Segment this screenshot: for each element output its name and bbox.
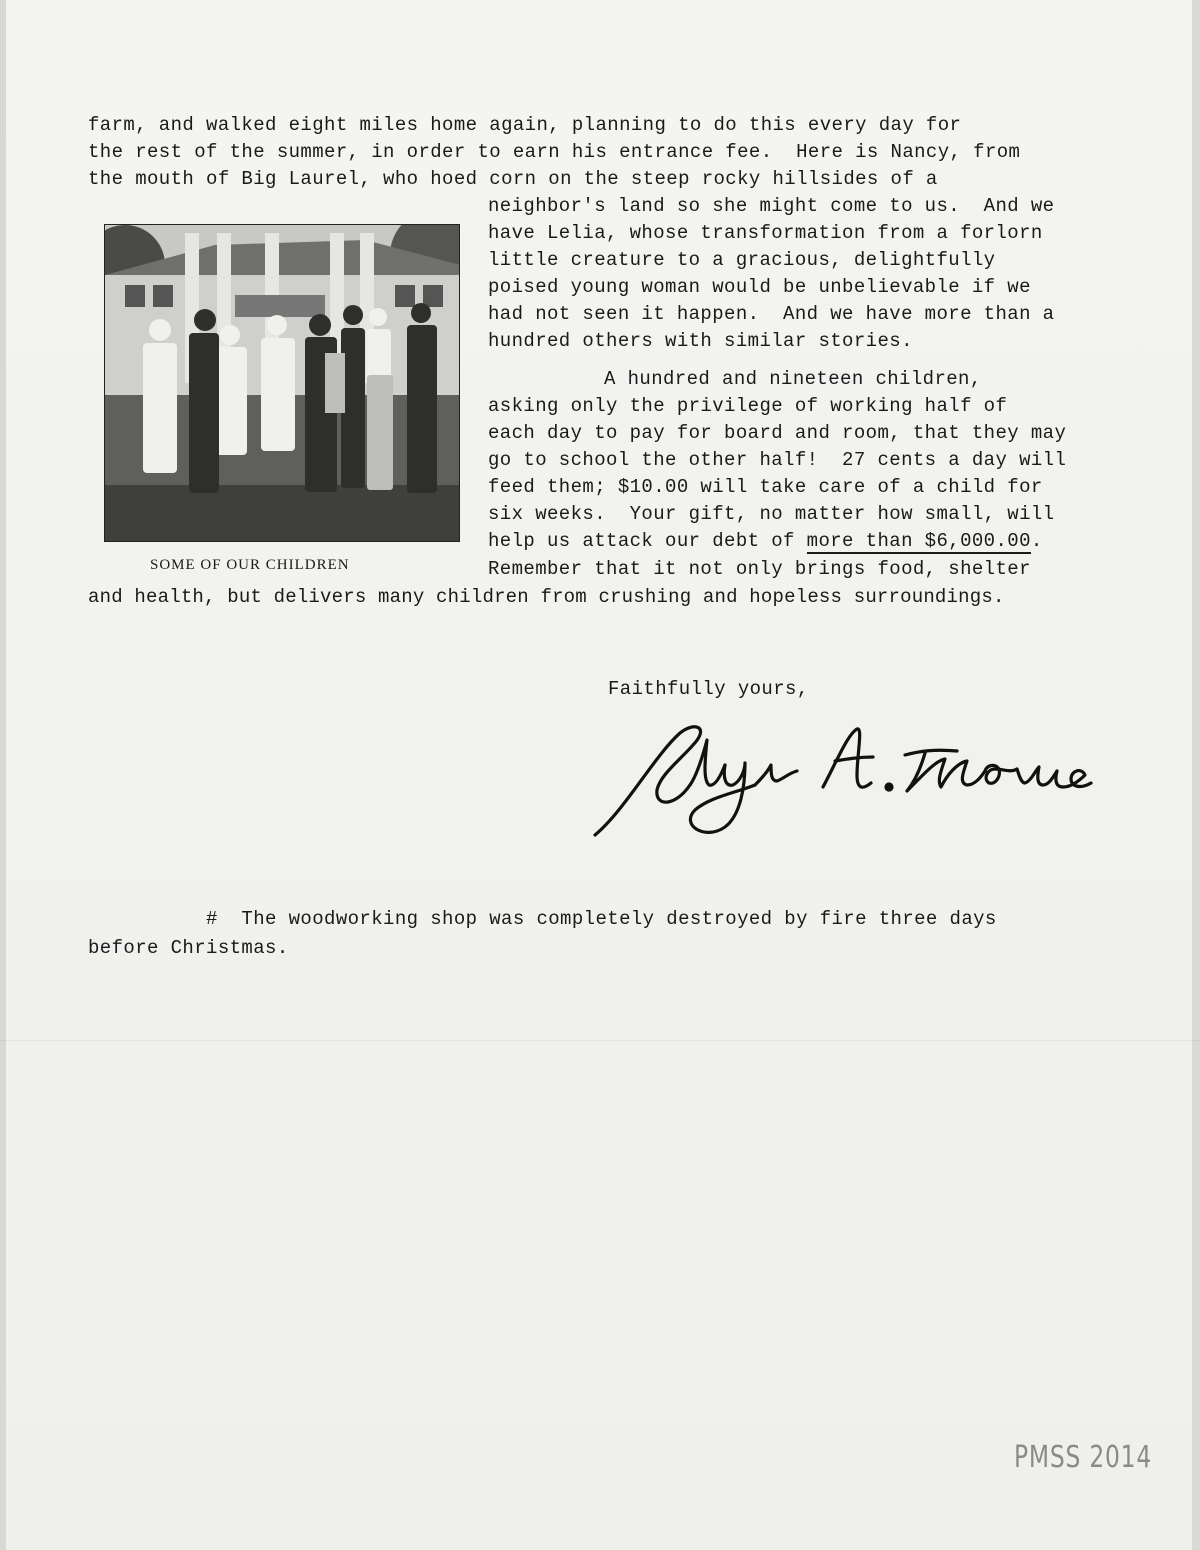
footnote-line: before Christmas. [88,937,289,959]
text-line: feed them; $10.00 will take care of a child for [488,476,1043,498]
signature [585,715,1105,845]
text-line: and health, but delivers many children from crushing and hopeless surroundings. [88,586,1005,608]
children-photo-image [105,225,460,542]
debt-line [488,528,1043,555]
text-line: had not seen it happen. And we have more than a [488,303,1055,325]
paper-fold [0,1040,1200,1041]
text-line: hundred others with similar stories. [488,330,913,352]
text-line: asking only the privilege of working half of [488,395,1008,417]
text-line: neighbor's land so she might come to us. And we [488,195,1055,217]
photo-caption: SOME OF OUR CHILDREN [150,557,350,573]
text-line: each day to pay for board and room, that they may [488,422,1067,444]
text-line: little creature to a gracious, delightfully [488,249,996,271]
text-line: six weeks. Your gift, no matter how small, will [488,503,1055,525]
paper-edge-right [1192,0,1200,1550]
text-line: farm, and walked eight miles home again, planning to do this every day for [88,114,962,136]
debt-amount: more than $6,000.00 [806,530,1031,552]
text-line: go to school the other half! 27 cents a day will [488,449,1067,471]
footnote-line: # The woodworking shop was completely destroyed by fire three days [206,908,997,930]
text-line: poised young woman would be unbelievable if we [488,276,1031,298]
archive-watermark: PMSS 2014 [1014,1440,1153,1475]
text-line: A hundred and nineteen children, [604,368,982,390]
debt-line-suffix: . [1030,530,1043,552]
text-line: the mouth of Big Laurel, who hoed corn on the steep rocky hillsides of a [88,168,938,190]
text-line: the rest of the summer, in order to earn his entrance fee. Here is Nancy, from [88,141,1021,163]
paper-edge-left [0,0,6,1550]
debt-line-prefix: help us attack our debt of [488,530,807,552]
text-line: have Lelia, whose transformation from a forlorn [488,222,1043,244]
children-photo [104,224,460,542]
closing: Faithfully yours, [608,678,809,700]
text-line: Remember that it not only brings food, shelter [488,558,1031,580]
